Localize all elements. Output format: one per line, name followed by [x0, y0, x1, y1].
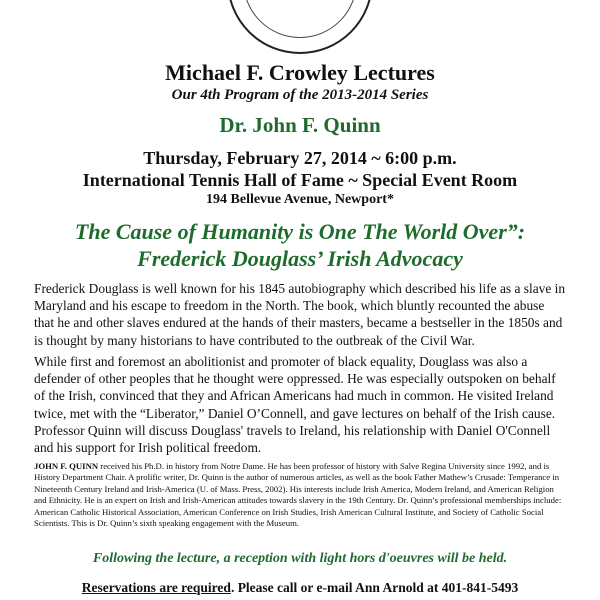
- description-paragraph-1: Frederick Douglass is well known for his 1845 autobiography which described his life as a slave in Maryland and his escape to freedom in the North. The book, which bluntly recounted the abuse that he and other slaves endured at the hands of their masters, became a bestseller in the 1850s and is thought by many historians to have contributed to the outbreak of the Civil War.: [34, 281, 566, 348]
- talk-title-line1: The Cause of Humanity is One The World Over”:: [74, 219, 526, 244]
- event-venue: International Tennis Hall of Fame ~ Special Event Room: [82, 170, 518, 190]
- talk-title-line2: Frederick Douglass’ Irish Advocacy: [137, 246, 463, 271]
- description-paragraph-2: While first and foremost an abolitionist and promoter of black equality, Douglass was also a defender of other peoples that he thought were oppressed. He was especially outspoken on behalf of the Irish, convinced that they and African Americans had much in common. He visited Ireland twice, met with the “Liberator,” Daniel O’Connell, and gave lectures on behalf of the Irish cause. Professor Quinn will discuss Douglass' travels to Ireland, his relationship with Daniel O'Connell and his support for Irish political freedom.: [34, 354, 556, 456]
- museum-seal-logo: [227, 0, 373, 54]
- speaker-name: Dr. John F. Quinn: [219, 113, 381, 137]
- program-subtitle: Our 4th Program of the 2013-2014 Series: [171, 87, 429, 103]
- event-address: 194 Bellevue Avenue, Newport*: [206, 192, 394, 207]
- lecture-series-title: Michael F. Crowley Lectures: [165, 60, 435, 85]
- event-date-time: Thursday, February 27, 2014 ~ 6:00 p.m.: [143, 148, 457, 168]
- reservations-label: Reservations are required: [81, 580, 231, 595]
- bio-name: JOHN F. QUINN: [34, 461, 99, 471]
- bio-text: received his Ph.D. in history from Notre Dame. He has been professor of history with Salve Regina University since 1992, and is History Department Chair. A prolific writer, Dr. Quinn is the author of numerous articles, as well as the book Father Mathew’s Crusade: Temperance in Nineteenth Century Ireland and Irish-America (U. of Mass. Press, 2002). His interests include Irish America, Modern Ireland, and American Religion and Ethnicity. He is an expert on Irish and Irish-American attitudes towards slavery in the 19th Century. Dr. Quinn’s professional memberships include: American Catholic Historical Association, American Conference on Irish Studies, Irish American Cultural Institute, and Society of Catholic Social Scientists. This is Dr. Quinn’s sixth speaking engagement with the Museum.: [34, 461, 562, 529]
- seal-inner-ring: [243, 0, 357, 38]
- reservations-note: [0, 580, 600, 596]
- reservations-contact: . Please call or e-mail Ann Arnold at 401-841-5493: [230, 580, 519, 595]
- reception-note: Following the lecture, a reception with light hors d'oeuvres will be held.: [92, 551, 508, 566]
- speaker-bio: [34, 461, 566, 529]
